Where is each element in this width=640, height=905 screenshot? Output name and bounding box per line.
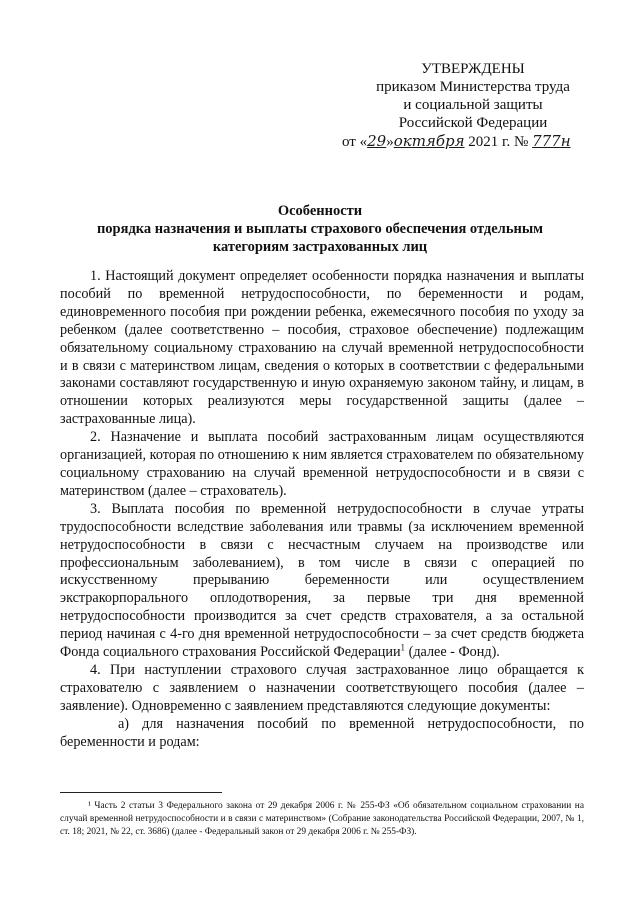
footnote-reference: 1 bbox=[400, 642, 406, 653]
handwritten-order-number: 777н bbox=[532, 132, 571, 150]
approval-heading: УТВЕРЖДЕНЫ bbox=[421, 61, 525, 77]
approval-date-line: от «29»октября 2021 г. № 777н bbox=[342, 132, 571, 150]
approval-line: приказом Министерства труда bbox=[376, 79, 570, 95]
title-line: Особенности bbox=[277, 203, 363, 219]
date-prefix: от « bbox=[342, 134, 368, 150]
subparagraph-a: а) для назначения пособий по временной нетрудоспособности, по беременности и родам: bbox=[60, 715, 584, 750]
footnote: ¹ Часть 2 статьи 3 Федерального закона от 29 декабря 2006 г. № 255-ФЗ «Об обязательном социальном страховании на случай временной нетрудоспособности и в связи с материнством» (Собрание законодательства Российской Федерации, 2007, № 1, ст. 18; 2021, № 22, ст. 3686) (далее - Федеральный закон от 29 декабря 2006 г. № 255-ФЗ). bbox=[60, 801, 584, 838]
title-line: категориям застрахованных лиц bbox=[212, 239, 428, 255]
date-year: 2021 г. № bbox=[468, 134, 529, 150]
paragraph-1: 1. Настоящий документ определяет особенности порядка назначения и выплаты пособий по временной нетрудоспособности, по беременности и родам, единовременного пособия при рождении ребенка, ежемесячного пособия по уходу за ребенком (далее соответственно – пособия, страховое обеспечение) подлежащим обязательному социальному страхованию на случай временной нетрудоспособности и в связи с материнством лицам, сведения о которых в соответствии с федеральными законами составляют государственную и иную охраняемую законом тайну, и лицам, в отношении которых реализуются меры государственной защиты (далее – застрахованные лица). bbox=[60, 268, 584, 428]
paragraph-4: 4. При наступлении страхового случая застрахованное лицо обращается к страхователю с заявлением о назначении соответствующего пособия (далее – заявление). Одновременно с заявлением представляются следующие документы: bbox=[60, 661, 584, 714]
approval-line: Российской Федерации bbox=[398, 115, 548, 131]
title-line: порядка назначения и выплаты страхового обеспечения отдельным bbox=[96, 221, 544, 237]
approval-line: и социальной защиты bbox=[403, 97, 543, 113]
handwritten-day: 29 bbox=[367, 132, 387, 150]
paragraph-3 bbox=[60, 501, 584, 662]
document-title bbox=[60, 202, 580, 256]
document-body bbox=[60, 268, 584, 751]
paragraph-3-tail: (далее - Фонд). bbox=[405, 644, 500, 661]
paragraph-2: 2. Назначение и выплата пособий застрахованным лицам осуществляются организацией, которая по отношению к ним является страхователем по обязательному социальному страхованию на случай временной нетрудоспособности и в связи с материнством (далее – страхователь). bbox=[60, 429, 584, 499]
approval-stamp-block bbox=[338, 60, 608, 151]
paragraph-3-text: 3. Выплата пособия по временной нетрудоспособности в случае утраты трудоспособности вследствие заболевания или травмы (за исключением временной нетрудоспособности в связи с несчастным случаем на производстве или профессиональным заболеванием), в том числе в связи с операцией по искусственному прерыванию беременности или осуществлением экстракорпорального оплодотворения, за первые три дня временной нетрудоспособности производится за счет средств страхователя, а за остальной период начиная с 4-го дня временной нетрудоспособности – за счет средств бюджета Фонда социального страхования Российской Федерации bbox=[60, 500, 584, 661]
handwritten-month: октября bbox=[393, 132, 465, 150]
footnote-separator bbox=[60, 792, 222, 793]
